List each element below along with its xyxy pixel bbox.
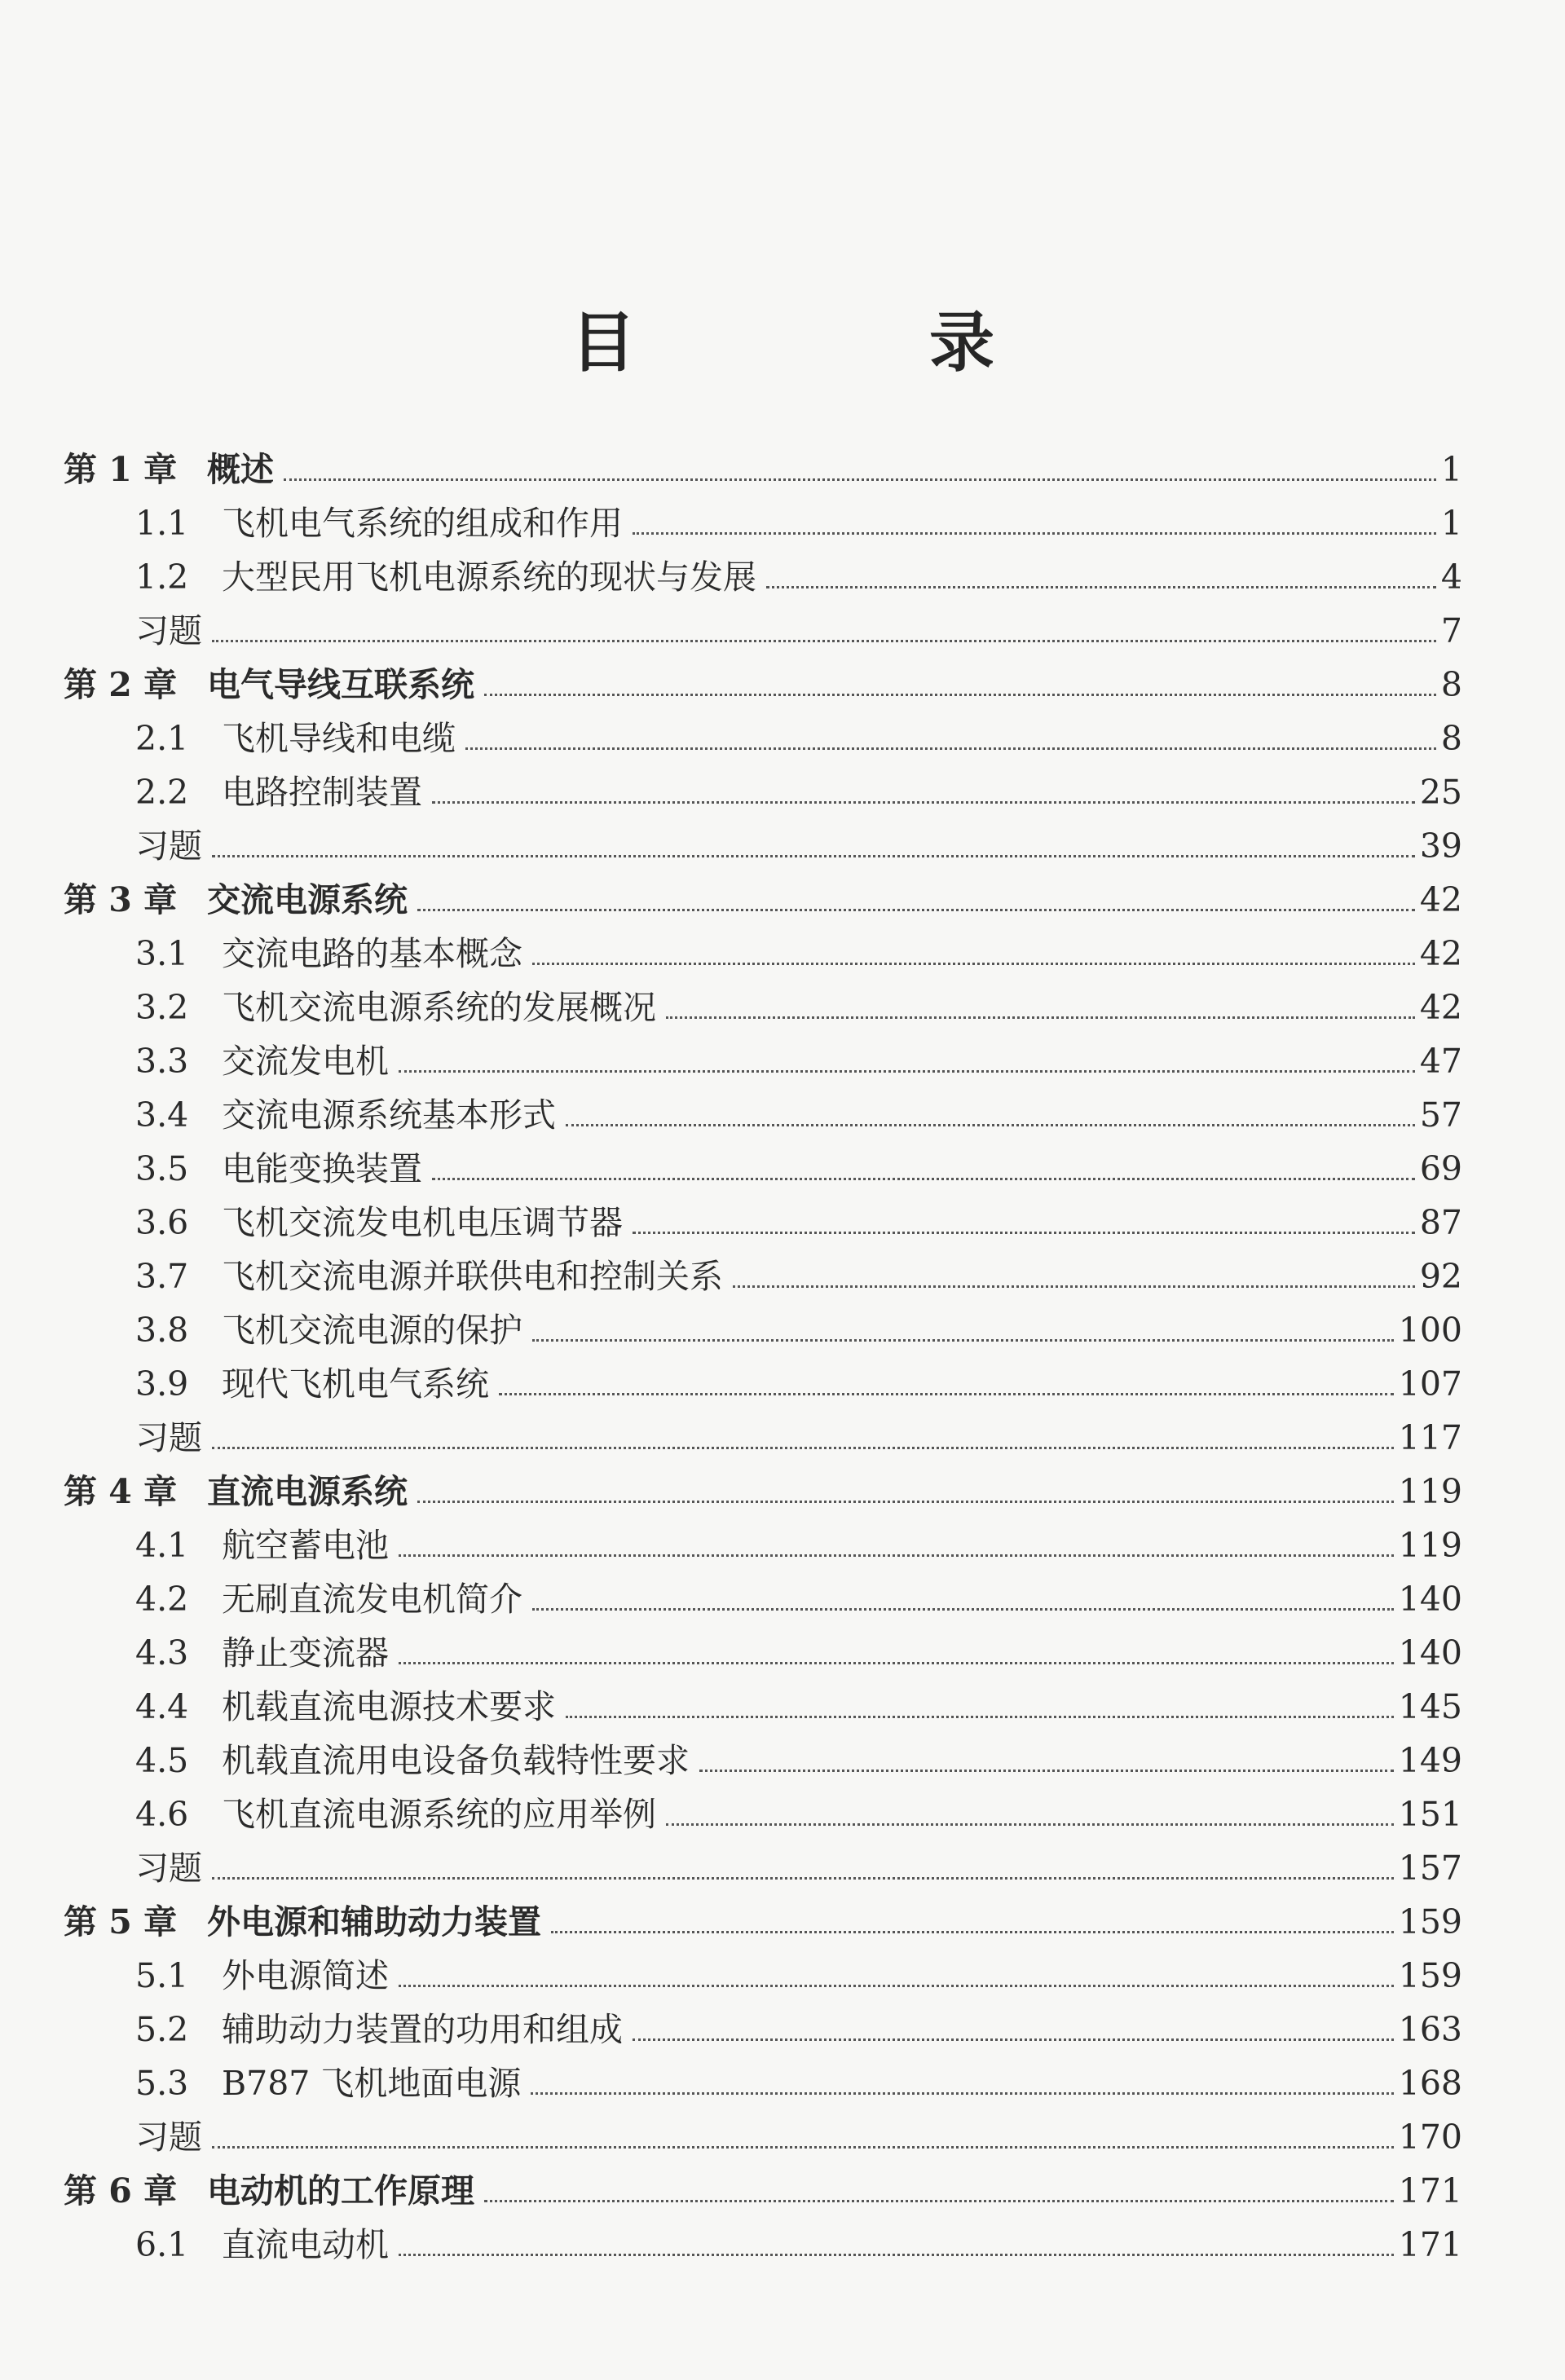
dot-leader	[465, 747, 1436, 750]
toc-page-number: 163	[1398, 2010, 1462, 2049]
toc-section-row[interactable]	[64, 813, 1462, 867]
dot-leader	[531, 2092, 1393, 2095]
toc-page-number: 100	[1398, 1311, 1462, 1350]
toc-chapter-row[interactable]	[64, 2158, 1462, 2212]
toc-entry-number: 3.3	[135, 1042, 189, 1081]
toc-section-row[interactable]	[64, 2051, 1462, 2105]
toc-entry-title: 外电源简述	[222, 1956, 389, 1995]
toc-entry-number: 3.5	[135, 1149, 189, 1188]
dot-leader	[212, 1877, 1394, 1880]
toc-entry-title: 飞机交流电源的保护	[222, 1311, 522, 1350]
dot-leader	[666, 1016, 1415, 1019]
toc-page-number: 145	[1398, 1687, 1462, 1726]
toc-entry-number: 2.2	[135, 773, 189, 812]
toc-page-number: 119	[1398, 1472, 1462, 1511]
dot-leader	[399, 1985, 1394, 1987]
toc-entry-title: 现代飞机电气系统	[222, 1364, 489, 1404]
toc-entry-number: 3.2	[135, 988, 189, 1027]
toc-page-number: 107	[1398, 1364, 1462, 1404]
toc-entry-title: 飞机交流电源系统的发展概况	[222, 988, 656, 1027]
dot-leader	[212, 2146, 1394, 2149]
toc-entry-title: 概述	[207, 450, 274, 489]
toc-page-number: 119	[1398, 1526, 1462, 1565]
dot-leader	[633, 532, 1436, 535]
toc-entry-title: 飞机直流电源系统的应用举例	[222, 1795, 656, 1834]
toc-page-number: 8	[1440, 665, 1462, 704]
dot-leader	[212, 640, 1436, 642]
toc-entry-number: 4.4	[135, 1687, 189, 1726]
toc-entry-title: 机载直流电源技术要求	[222, 1687, 556, 1726]
toc-chapter-row[interactable]	[64, 652, 1462, 706]
toc-page-number: 47	[1419, 1042, 1462, 1081]
toc-section-row[interactable]	[64, 1136, 1462, 1190]
toc-section-row[interactable]	[64, 1567, 1462, 1620]
toc-page-number: 8	[1440, 719, 1462, 758]
dot-leader	[766, 586, 1436, 588]
toc-page-number: 25	[1419, 773, 1462, 812]
toc-page-number: 159	[1398, 1902, 1462, 1941]
toc-page-number: 171	[1398, 2171, 1462, 2210]
toc-page-number: 42	[1419, 988, 1462, 1027]
toc-page-number: 170	[1398, 2118, 1462, 2157]
toc-entry-title: 习题	[135, 1849, 202, 1888]
dot-leader	[484, 694, 1436, 696]
toc-page-number: 7	[1440, 611, 1462, 650]
dot-leader	[399, 1554, 1394, 1557]
toc-section-row[interactable]	[64, 1782, 1462, 1836]
toc-page-number: 157	[1398, 1849, 1462, 1888]
toc-page-number: 57	[1419, 1095, 1462, 1135]
toc-entry-title: 电能变换装置	[222, 1149, 422, 1188]
toc-section-row[interactable]	[64, 706, 1462, 760]
dot-leader	[566, 1716, 1394, 1718]
toc-entry-title: 航空蓄电池	[222, 1526, 389, 1565]
toc-section-row[interactable]	[64, 1836, 1462, 1889]
dot-leader	[399, 1070, 1415, 1073]
toc-entry-number: 第 4 章	[64, 1472, 178, 1511]
toc-section-row[interactable]	[64, 1728, 1462, 1782]
toc-entry-title: 大型民用飞机电源系统的现状与发展	[222, 558, 756, 597]
dot-leader	[733, 1285, 1415, 1288]
toc-entry-number: 4.6	[135, 1795, 189, 1834]
toc-entry-number: 3.1	[135, 934, 189, 973]
toc-entry-title: 直流电动机	[222, 2225, 389, 2264]
toc-page-number: 42	[1419, 934, 1462, 973]
toc-entry-number: 3.9	[135, 1364, 189, 1404]
toc-page-number: 1	[1440, 504, 1462, 543]
toc-entry-number: 5.2	[135, 2010, 189, 2049]
dot-leader	[633, 1232, 1415, 1234]
toc-entry-number: 第 2 章	[64, 665, 178, 704]
toc-entry-number: 1.1	[135, 504, 189, 543]
toc-section-row[interactable]	[64, 921, 1462, 975]
toc-page-number: 42	[1419, 880, 1462, 919]
dot-leader	[633, 2038, 1394, 2041]
toc-entry-title: 飞机导线和电缆	[222, 719, 456, 758]
toc-entry-title: 习题	[135, 611, 202, 650]
toc-entry-number: 2.1	[135, 719, 189, 758]
toc-entry-title: 交流发电机	[222, 1042, 389, 1081]
toc-chapter-row[interactable]	[64, 1459, 1462, 1513]
toc-entry-number: 4.2	[135, 1580, 189, 1619]
toc-page-number: 117	[1398, 1418, 1462, 1457]
toc-entry-title: 电气导线互联系统	[207, 665, 474, 704]
toc-entry-number: 6.1	[135, 2225, 189, 2264]
toc-section-row[interactable]	[64, 1244, 1462, 1298]
toc-entry-number: 3.4	[135, 1095, 189, 1135]
toc-entry-title: 机载直流用电设备负载特性要求	[222, 1741, 690, 1780]
toc-entry-title: 直流电源系统	[207, 1472, 408, 1511]
toc-section-row[interactable]	[64, 1351, 1462, 1405]
toc-entry-title: 交流电源系统基本形式	[222, 1095, 556, 1135]
toc-page-number: 149	[1398, 1741, 1462, 1780]
dot-leader	[699, 1770, 1394, 1772]
toc-page-number: 171	[1398, 2225, 1462, 2264]
toc-section-row[interactable]	[64, 1620, 1462, 1674]
dot-leader	[666, 1823, 1394, 1826]
toc-entry-number: 第 1 章	[64, 450, 178, 489]
toc-page-number: 140	[1398, 1580, 1462, 1619]
toc-entry-title: 习题	[135, 1418, 202, 1457]
toc-section-row[interactable]	[64, 1190, 1462, 1244]
toc-entry-title: 电动机的工作原理	[207, 2171, 474, 2210]
dot-leader	[417, 1501, 1394, 1503]
toc-section-row[interactable]	[64, 2105, 1462, 2158]
toc-entry-title: 无刷直流发电机简介	[222, 1580, 522, 1619]
toc-entry-title: 飞机交流发电机电压调节器	[222, 1203, 623, 1242]
toc-section-row[interactable]	[64, 1029, 1462, 1082]
toc-section-row[interactable]	[64, 544, 1462, 598]
toc-page-number: 168	[1398, 2064, 1462, 2103]
toc-section-row[interactable]	[64, 975, 1462, 1029]
dot-leader	[499, 1393, 1394, 1395]
toc-section-row[interactable]	[64, 598, 1462, 652]
toc-entry-title: 辅助动力装置的功用和组成	[222, 2010, 623, 2049]
toc-page-number: 69	[1419, 1149, 1462, 1188]
toc-entry-title: 交流电路的基本概念	[222, 934, 522, 973]
table-of-contents	[64, 437, 1462, 2266]
toc-entry-number: 3.8	[135, 1311, 189, 1350]
dot-leader	[532, 963, 1415, 965]
toc-page-number: 151	[1398, 1795, 1462, 1834]
dot-leader	[432, 801, 1415, 804]
toc-entry-number: 5.1	[135, 1956, 189, 1995]
dot-leader	[417, 909, 1415, 911]
toc-page-number: 4	[1440, 558, 1462, 597]
toc-page-number: 1	[1440, 450, 1462, 489]
toc-entry-number: 4.1	[135, 1526, 189, 1565]
dot-leader	[532, 1608, 1394, 1611]
toc-section-row[interactable]	[64, 1674, 1462, 1728]
dot-leader	[212, 855, 1415, 857]
toc-section-row[interactable]	[64, 2212, 1462, 2266]
dot-leader	[399, 2254, 1394, 2256]
toc-entry-number: 4.5	[135, 1741, 189, 1780]
dot-leader	[399, 1662, 1394, 1664]
toc-entry-title: B787 飞机地面电源	[222, 2064, 522, 2103]
toc-entry-number: 4.3	[135, 1633, 189, 1673]
dot-leader	[284, 478, 1436, 481]
toc-entry-number: 3.6	[135, 1203, 189, 1242]
dot-leader	[551, 1931, 1394, 1933]
toc-page-number: 92	[1419, 1257, 1462, 1296]
toc-section-row[interactable]	[64, 1082, 1462, 1136]
dot-leader	[566, 1124, 1415, 1126]
toc-entry-title: 习题	[135, 826, 202, 866]
toc-section-row[interactable]	[64, 1405, 1462, 1459]
toc-entry-number: 第 3 章	[64, 880, 178, 919]
toc-entry-title: 习题	[135, 2118, 202, 2157]
toc-entry-title: 飞机电气系统的组成和作用	[222, 504, 623, 543]
dot-leader	[432, 1178, 1415, 1180]
dot-leader	[532, 1339, 1394, 1342]
toc-chapter-row[interactable]	[64, 437, 1462, 491]
toc-entry-number: 5.3	[135, 2064, 189, 2103]
toc-page-number: 140	[1398, 1633, 1462, 1673]
toc-entry-number: 1.2	[135, 558, 189, 597]
toc-section-row[interactable]	[64, 491, 1462, 544]
toc-entry-number: 3.7	[135, 1257, 189, 1296]
toc-entry-number: 第 5 章	[64, 1902, 178, 1941]
toc-entry-title: 交流电源系统	[207, 880, 408, 919]
toc-chapter-row[interactable]	[64, 1889, 1462, 1943]
toc-section-row[interactable]	[64, 1943, 1462, 1997]
toc-entry-title: 外电源和辅助动力装置	[207, 1902, 541, 1941]
toc-section-row[interactable]	[64, 760, 1462, 813]
toc-entry-title: 飞机交流电源并联供电和控制关系	[222, 1257, 723, 1296]
toc-section-row[interactable]	[64, 1298, 1462, 1351]
toc-entry-title: 静止变流器	[222, 1633, 389, 1673]
toc-section-row[interactable]	[64, 1997, 1462, 2051]
page-title: 目 录	[571, 304, 1109, 381]
toc-entry-number: 第 6 章	[64, 2171, 178, 2210]
dot-leader	[484, 2200, 1394, 2202]
toc-page-number: 87	[1419, 1203, 1462, 1242]
toc-page-number: 159	[1398, 1956, 1462, 1995]
toc-entry-title: 电路控制装置	[222, 773, 422, 812]
toc-section-row[interactable]	[64, 1513, 1462, 1567]
dot-leader	[212, 1447, 1394, 1449]
toc-chapter-row[interactable]	[64, 867, 1462, 921]
toc-page-number: 39	[1419, 826, 1462, 866]
